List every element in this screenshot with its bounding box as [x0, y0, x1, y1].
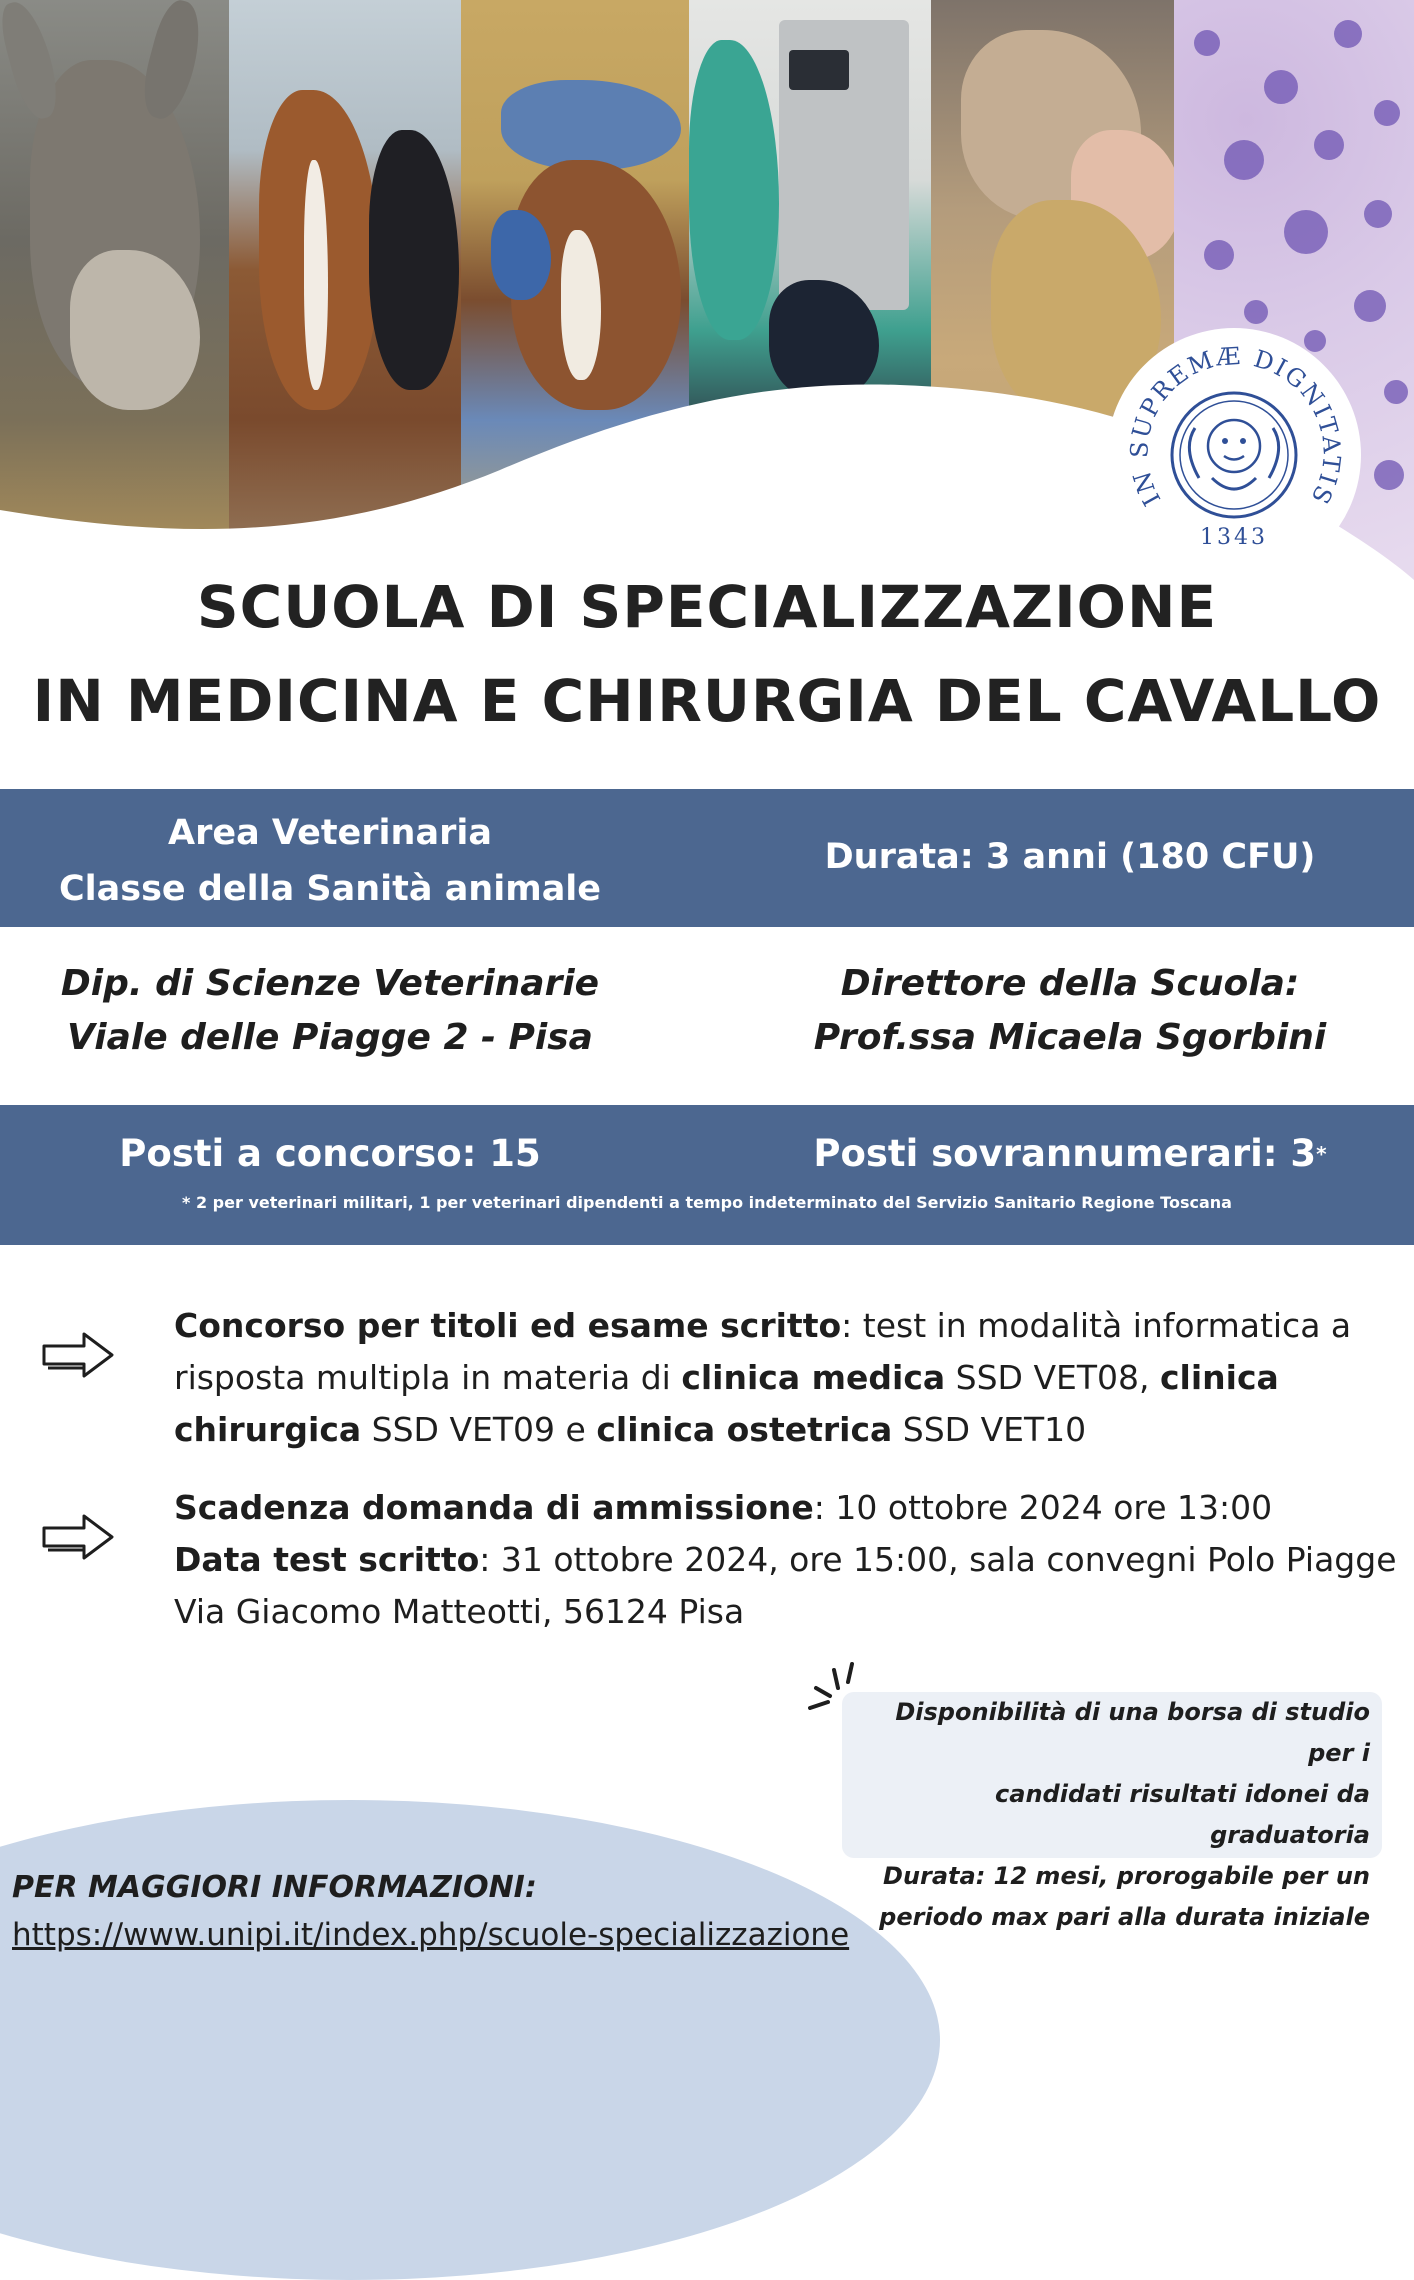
data-test-title: Data test scritto: [174, 1540, 480, 1579]
scholarship-line-2: candidati risultati idonei da graduatoria: [995, 1780, 1370, 1849]
posti-sovrannumerari-block: [780, 1127, 1360, 1181]
direttore-nome: Prof.ssa Micaela Sgorbini: [813, 1017, 1327, 1058]
footer-title: PER MAGGIORI INFORMAZIONI:: [12, 1870, 537, 1905]
info-band-area: [0, 789, 1414, 927]
asterisk-mark: *: [1316, 1142, 1327, 1166]
concorso-desc: : test in modalità informatica a risposta multipla in materia di: [174, 1306, 1352, 1397]
svg-text:1343: 1343: [1200, 525, 1268, 550]
concorso-title: Concorso per titoli ed esame scritto: [174, 1306, 842, 1345]
direttore-block: [780, 957, 1360, 1065]
dipartimento-label: Dip. di Scienze Veterinarie: [60, 963, 600, 1004]
clinica-medica: clinica medica: [681, 1358, 946, 1397]
clinica-chirurgica: clinica chirurgica: [174, 1358, 1279, 1449]
header-photo-strip: [0, 0, 1414, 600]
area-block: [40, 805, 620, 917]
ssd-vet09: SSD VET09 e: [361, 1410, 597, 1449]
direttore-label: Direttore della Scuola:: [840, 963, 1300, 1004]
svg-text:IN SUPREMÆ DIGNITATIS: IN SUPREMÆ DIGNITATIS: [1125, 341, 1346, 511]
ssd-vet08: SSD VET08,: [945, 1358, 1160, 1397]
scholarship-box: [842, 1692, 1382, 1931]
durata-label: Durata: 3 anni (180 CFU): [824, 837, 1316, 877]
posti-note: * 2 per veterinari militari, 1 per veterinari dipendenti a tempo indeterminato del Servizio Sanitario Regione Toscana: [182, 1193, 1232, 1212]
arrow-right-icon: [40, 1512, 116, 1562]
ssd-vet10: SSD VET10: [892, 1410, 1087, 1449]
scholarship-line-4: periodo max pari alla durata iniziale: [879, 1903, 1370, 1931]
title-line-1: SCUOLA DI SPECIALIZZAZIONE: [196, 573, 1218, 641]
page-title: [0, 560, 1414, 748]
seal-icon: [1107, 328, 1361, 582]
arrow-right-icon: [40, 1330, 116, 1380]
info-link[interactable]: https://www.unipi.it/index.php/scuole-specializzazione: [12, 1917, 850, 1953]
clinica-ostetrica: clinica ostetrica: [596, 1410, 893, 1449]
info-band-posti: [0, 1105, 1414, 1245]
concorso-text: [174, 1300, 1414, 1456]
scholarship-line-3: Durata: 12 mesi, prorogabile per un: [883, 1862, 1370, 1890]
title-line-2: IN MEDICINA E CHIRURGIA DEL CAVALLO: [32, 667, 1382, 735]
scadenza-title: Scadenza domanda di ammissione: [174, 1488, 814, 1527]
dipartimento-block: [40, 957, 620, 1065]
area-label: Area Veterinaria: [168, 813, 492, 853]
sede-indirizzo: Via Giacomo Matteotti, 56124 Pisa: [174, 1592, 745, 1631]
scholarship-line-1: Disponibilità di una borsa di studio per i: [895, 1698, 1370, 1767]
indirizzo-label: Viale delle Piagge 2 - Pisa: [67, 1017, 593, 1058]
classe-label: Classe della Sanità animale: [58, 869, 602, 909]
posti-concorso: Posti a concorso: 15: [119, 1132, 541, 1175]
posti-sovrannumerari: Posti sovrannumerari: 3: [813, 1132, 1317, 1175]
scadenza-text: [174, 1482, 1414, 1638]
info-band-dipartimento: [0, 927, 1414, 1105]
university-seal: [1107, 328, 1361, 582]
scadenza-value: : 10 ottobre 2024 ore 13:00: [813, 1488, 1273, 1527]
data-test-value: : 31 ottobre 2024, ore 15:00, sala convegni Polo Piagge: [479, 1540, 1397, 1579]
